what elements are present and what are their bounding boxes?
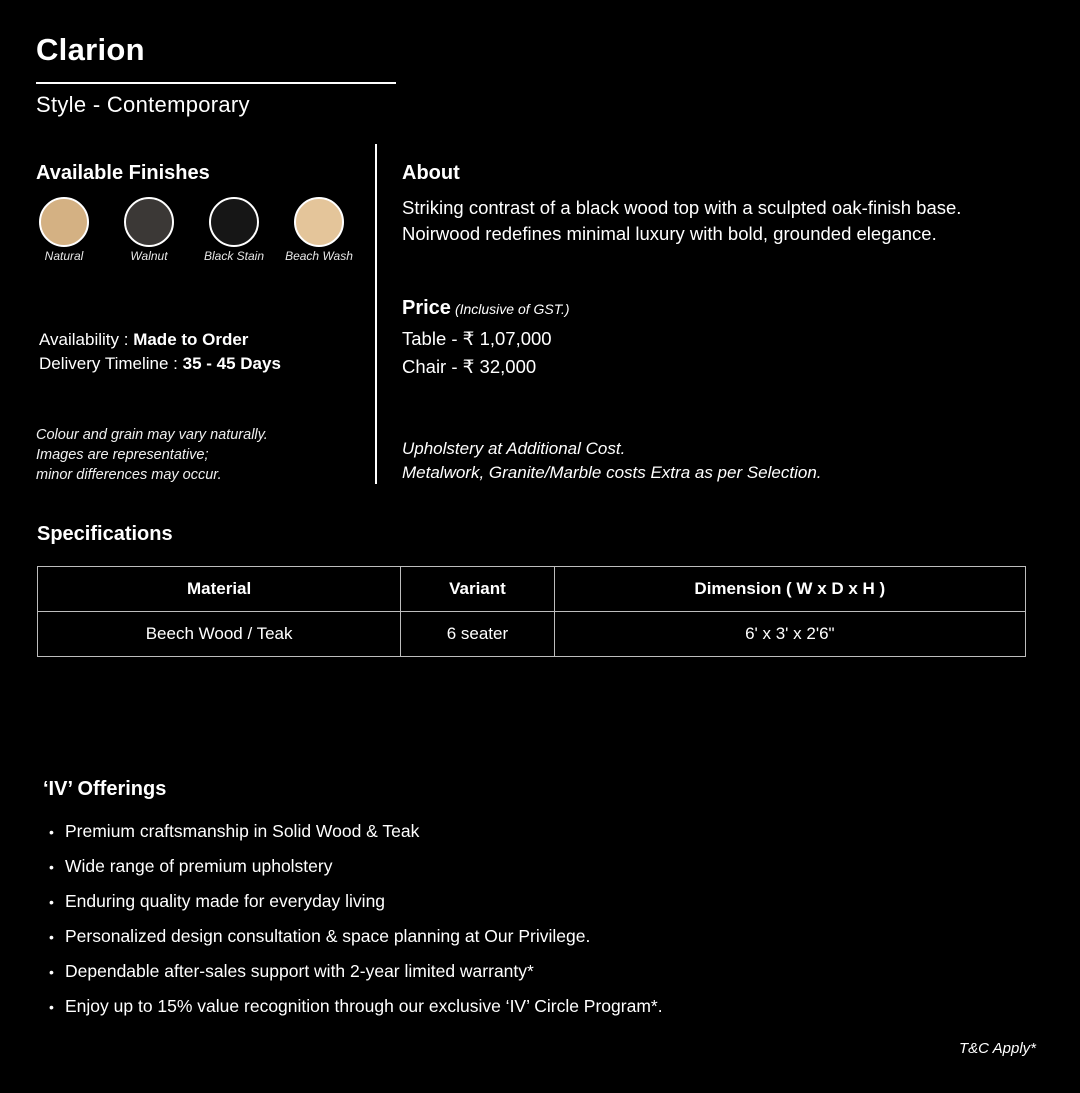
price-table: Table - ₹ 1,07,000 (402, 328, 552, 349)
specifications-table (37, 566, 1026, 657)
price-heading: Price (402, 297, 451, 319)
table-row (38, 612, 1026, 657)
finish-label: Beach Wash (285, 249, 353, 263)
availability-value: Made to Order (133, 330, 249, 349)
extra-costs (402, 437, 822, 485)
offering-text: Dependable after-sales support with 2-year limited warranty* (65, 961, 534, 981)
about-text: Striking contrast of a black wood top with a sculpted oak-finish base. Noirwood redefines minimal luxury with bold, grounded elegance. (402, 197, 962, 244)
finish-swatch (124, 197, 174, 247)
bullet-icon: • (49, 964, 54, 980)
list-item (49, 923, 663, 958)
offerings-heading: ‘IV’ Offerings (43, 778, 167, 800)
disclaimer-line: Colour and grain may vary naturally. (36, 427, 268, 443)
specifications-heading: Specifications (37, 523, 173, 545)
extra-cost-line: Metalwork, Granite/Marble costs Extra as per Selection. (402, 463, 822, 482)
price-chair: Chair - ₹ 32,000 (402, 356, 537, 377)
table-header-row (38, 567, 1026, 612)
offering-text: Wide range of premium upholstery (65, 856, 333, 876)
terms-note: T&C Apply* (959, 1040, 1036, 1057)
list-item (49, 888, 663, 923)
table-cell: 6 seater (401, 612, 554, 657)
column-divider (375, 144, 377, 484)
list-item (49, 993, 663, 1028)
finish-label: Natural (44, 249, 84, 263)
table-cell: Beech Wood / Teak (38, 612, 401, 657)
price-heading-row (402, 297, 570, 320)
bullet-icon: • (49, 999, 54, 1015)
list-item (49, 853, 663, 888)
list-item (49, 958, 663, 993)
offerings-list (49, 818, 663, 1028)
offering-text: Enjoy up to 15% value recognition through our exclusive ‘IV’ Circle Program*. (65, 996, 663, 1016)
finish-label: Walnut (130, 249, 168, 263)
availability-info (39, 328, 281, 376)
disclaimer (36, 425, 268, 485)
column-header: Dimension ( W x D x H ) (554, 567, 1025, 612)
availability-label: Availability : (39, 330, 134, 349)
price-note: (Inclusive of GST.) (454, 301, 570, 317)
delivery-value: 35 - 45 Days (182, 354, 281, 373)
bullet-icon: • (49, 929, 54, 945)
finish-walnut[interactable] (109, 197, 189, 263)
finish-black-stain[interactable] (194, 197, 274, 263)
bullet-icon: • (49, 859, 54, 875)
offering-text: Enduring quality made for everyday living (65, 891, 386, 911)
about-heading: About (402, 162, 460, 184)
finish-beach-wash[interactable] (279, 197, 359, 263)
finish-swatch (294, 197, 344, 247)
product-style: Style - Contemporary (36, 92, 250, 117)
finish-swatch (209, 197, 259, 247)
column-header: Material (38, 567, 401, 612)
finish-swatch (39, 197, 89, 247)
list-item (49, 818, 663, 853)
table-cell: 6' x 3' x 2'6" (554, 612, 1025, 657)
title-underline (36, 82, 396, 84)
offering-text: Premium craftsmanship in Solid Wood & Teak (65, 821, 420, 841)
bullet-icon: • (49, 894, 54, 910)
delivery-label: Delivery Timeline : (39, 354, 183, 373)
disclaimer-line: minor differences may occur. (36, 467, 222, 483)
column-header: Variant (401, 567, 554, 612)
finish-label: Black Stain (203, 249, 265, 263)
offering-text: Personalized design consultation & space planning at Our Privilege. (65, 926, 591, 946)
product-title: Clarion (36, 32, 145, 67)
finishes-heading: Available Finishes (36, 162, 210, 184)
finish-natural[interactable] (24, 197, 104, 263)
extra-cost-line: Upholstery at Additional Cost. (402, 439, 626, 458)
bullet-icon: • (49, 824, 54, 840)
disclaimer-line: Images are representative; (36, 447, 209, 463)
